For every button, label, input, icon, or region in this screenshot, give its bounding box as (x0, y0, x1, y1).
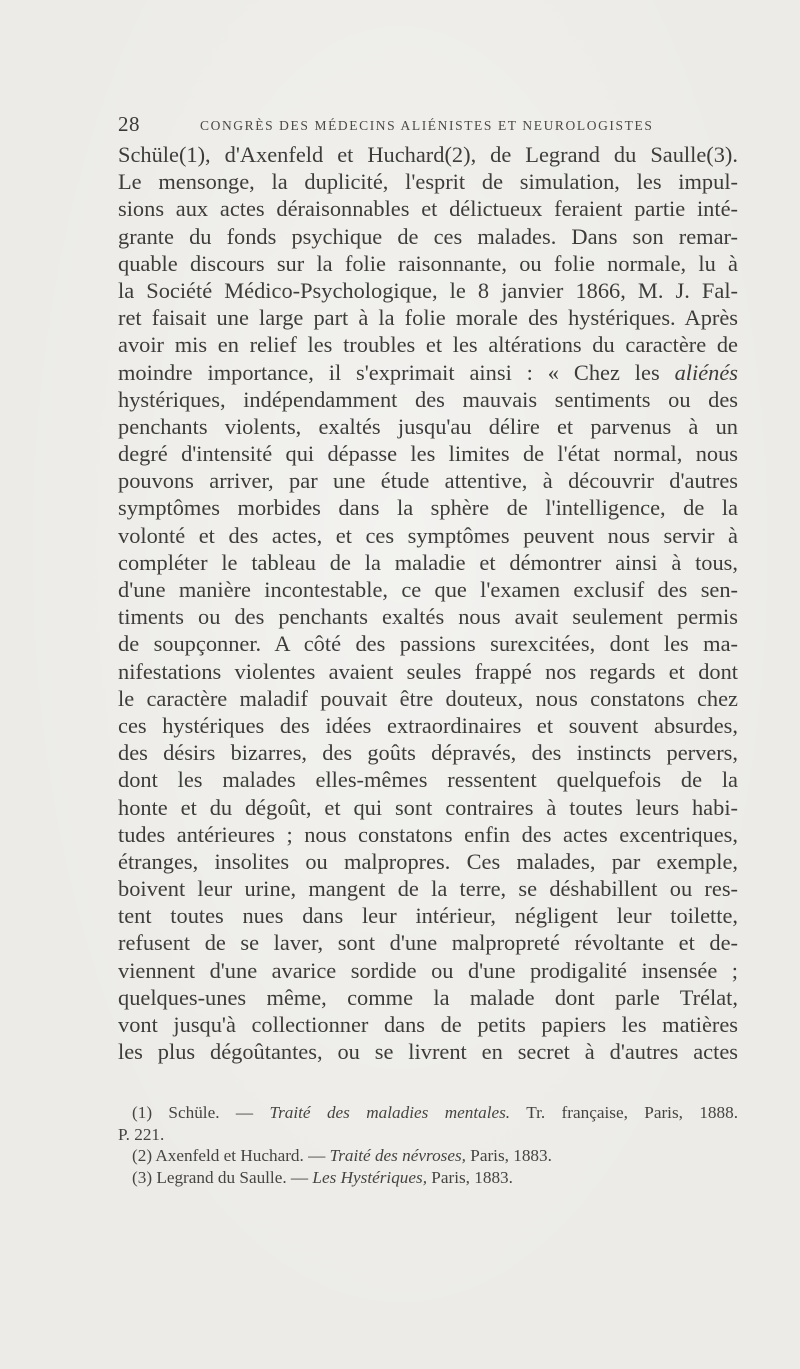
text-line: degré d'intensité qui dépasse les limites de l'état normal, nous (118, 441, 738, 467)
running-head (118, 112, 678, 136)
text-line: quelques-unes même, comme la malade dont parle Trélat, (118, 984, 738, 1010)
text-line: ces hystériques des idées extraordinaires et souvent absurdes, (118, 712, 738, 738)
footnotes (118, 1102, 738, 1188)
text-line: hystériques, indépendamment des mauvais sentiments ou des (118, 386, 738, 412)
footnote-2 (118, 1145, 738, 1167)
italic-word: aliénés (674, 359, 738, 385)
page-number: 28 (118, 112, 140, 136)
footnote-2-author: (2) Axenfeld et Huchard. — (132, 1146, 330, 1165)
footnote-1-continuation: P. 221. (118, 1124, 165, 1144)
text-line: nifestations violentes avaient seules frappé nos regards et dont (118, 658, 738, 684)
text-line: sions aux actes déraisonnables et délictueux feraient partie inté- (118, 196, 738, 222)
text-line: timents ou des penchants exaltés nous avait seulement permis (118, 604, 738, 630)
text-line: avoir mis en relief les troubles et les altérations du caractère de (118, 332, 738, 358)
footnote-1-author: (1) Schüle. — (132, 1103, 270, 1122)
text-line: la Société Médico-Psychologique, le 8 janvier 1866, M. J. Fal- (118, 277, 738, 303)
running-title: CONGRÈS DES MÉDECINS ALIÉNISTES ET NEUROLOGISTES (200, 118, 654, 133)
text-line: boivent leur urine, mangent de la terre, se déshabillent ou res- (118, 876, 738, 902)
footnote-1-title: Traité des maladies mentales. (269, 1103, 511, 1122)
text-line: le caractère maladif pouvait être douteux, nous constatons chez (118, 685, 738, 711)
text-line (118, 359, 738, 386)
text-line: d'une manière incontestable, ce que l'examen exclusif des sen- (118, 577, 738, 602)
text-line: compléter le tableau de la maladie et démontrer ainsi à tous, (118, 549, 738, 575)
text-line: étranges, insolites ou malpropres. Ces malades, par exemple, (118, 848, 738, 874)
text-line: pouvons arriver, par une étude attentive, à découvrir d'autres (118, 468, 738, 494)
text-line: quable discours sur la folie raisonnante, ou folie normale, lu à (118, 250, 738, 276)
text-line-start: moindre importance, il s'exprimait ainsi : « Chez les (118, 359, 675, 385)
footnote-2-title: Traité des névroses, (329, 1146, 466, 1165)
text-line: symptômes morbides dans la sphère de l'intelligence, de la (118, 495, 738, 521)
footnote-3-title: Les Hystériques, (312, 1167, 427, 1187)
text-line: Schüle(1), d'Axenfeld et Huchard(2), de Legrand du Saulle(3). (118, 142, 738, 167)
text-line: Le mensonge, la duplicité, l'esprit de simulation, les impul- (118, 169, 738, 195)
text-line: les plus dégoûtantes, ou se livrent en secret à d'autres actes (118, 1039, 738, 1065)
text-line: ret faisait une large part à la folie morale des hystériques. Après (118, 305, 738, 331)
text-line: refusent de se laver, sont d'une malpropreté révoltante et de- (118, 930, 738, 956)
text-line: tudes antérieures ; nous constatons enfin des actes excentriques, (118, 821, 738, 847)
footnote-3-details: Paris, 1883. (427, 1167, 513, 1187)
footnote-1-details: Tr. française, Paris, 1888. (510, 1103, 738, 1122)
footnote-3 (118, 1167, 738, 1189)
footnote-1 (118, 1102, 738, 1124)
footnote-3-author: (3) Legrand du Saulle. — (132, 1167, 313, 1187)
text-line: tent toutes nues dans leur intérieur, négligent leur toilette, (118, 903, 738, 929)
text-line: grante du fonds psychique de ces malades. Dans son remar- (118, 223, 738, 249)
text-line: des désirs bizarres, des goûts dépravés, des instincts pervers, (118, 740, 738, 766)
body-text (118, 141, 738, 1065)
text-line: vont jusqu'à collectionner dans de petits papiers les matières (118, 1012, 738, 1037)
text-line: honte et du dégoût, et qui sont contraires à toutes leurs habi- (118, 794, 738, 820)
text-line: de soupçonner. A côté des passions surexcitées, dont les ma- (118, 631, 738, 657)
text-line: penchants violents, exaltés jusqu'au délire et parvenus à un (118, 413, 738, 439)
text-line: dont les malades elles-mêmes ressentent quelquefois de la (118, 767, 738, 793)
footnote-2-details: Paris, 1883. (465, 1146, 552, 1165)
text-line: volonté et des actes, et ces symptômes peuvent nous servir à (118, 522, 738, 548)
text-line: viennent d'une avarice sordide ou d'une prodigalité insensée ; (118, 957, 738, 983)
